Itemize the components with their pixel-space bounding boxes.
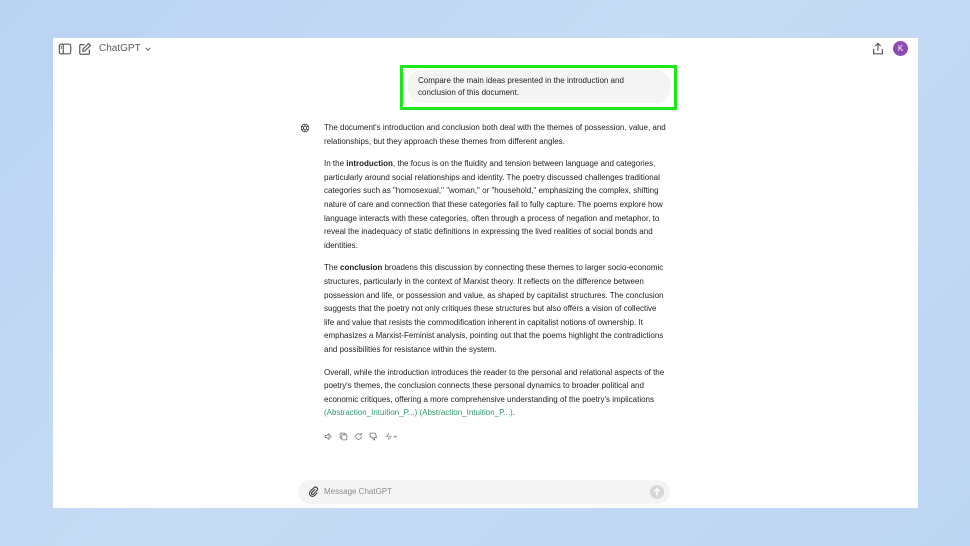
copy-icon[interactable] [339,432,348,441]
regenerate-icon[interactable] [354,432,363,441]
user-message-bubble [408,70,670,103]
thumbs-down-icon[interactable] [369,432,378,441]
arrow-up-icon[interactable] [650,485,664,499]
bold-conclusion: conclusion [340,263,383,273]
avatar[interactable]: K [893,41,908,56]
assistant-response [324,121,667,429]
sidebar-toggle-icon[interactable] [58,42,72,56]
paperclip-icon[interactable] [308,486,319,497]
response-paragraph: In the introduction, the focus is on the fluidity and tension between language and categories, particularly around social relationships and identity. The poetry discussed challenges traditional categories such as "homosexual," "woman," or "household," emphasizing the complex, shifting nature of care and connection that these categories fail to fully capture. The poems explore how language interacts with these categories, often through a process of negation and metaphor, to reveal the inadequacy of static definitions in expressing the lived realities of social bonds and identities. [324,159,663,250]
citation-link[interactable]: (Abstraction_Intuition_P...) [324,408,418,418]
speaker-icon[interactable] [324,432,333,441]
sparkle-icon[interactable] [384,432,398,441]
user-message-text: Compare the main ideas presented in the introduction and conclusion of this document. [418,76,624,97]
response-actions [324,432,398,441]
chevron-down-icon [144,45,152,53]
response-paragraph: Overall, while the introduction introduces the reader to the personal and relational aspects of the poetry's themes, the conclusion connects these personal dynamics to broader political and economic critiques, offering a more comprehensive understanding of the poetry's implications (Abstraction_Intuition_P...) (Abstraction_Intuition_P...). [324,367,665,418]
response-paragraph: The document's introduction and conclusion both deal with the themes of possession, value, and relationships, but they approach these themes from different angles. [324,123,666,146]
model-name-label: ChatGPT [99,43,141,54]
share-icon[interactable] [871,42,885,56]
message-composer[interactable] [298,480,670,504]
top-bar [53,38,918,60]
response-paragraph: The conclusion broadens this discussion by connecting these themes to larger socio-economic structures, particularly in the context of Marxist theory. It reflects on the difference between possession and life, or possession and value, as shaped by capitalist structures. The conclusion suggests that the poetry not only critiques these structures but also offers a vision of collective life and value that resists the commodification inherent in capitalist notions of ownership. It emphasizes a Marxist-Feminist analysis, pointing out that the poems highlight the contradictions and possibilities for resistance within the system. [324,263,664,354]
openai-logo-icon [300,123,310,133]
new-chat-icon[interactable] [78,42,92,56]
chat-window [53,38,918,508]
message-input[interactable]: Message ChatGPT [324,487,393,496]
citation-link[interactable]: (Abstraction_Intuition_P...) [419,408,513,418]
model-selector[interactable] [99,42,152,56]
bold-introduction: introduction [346,159,393,169]
